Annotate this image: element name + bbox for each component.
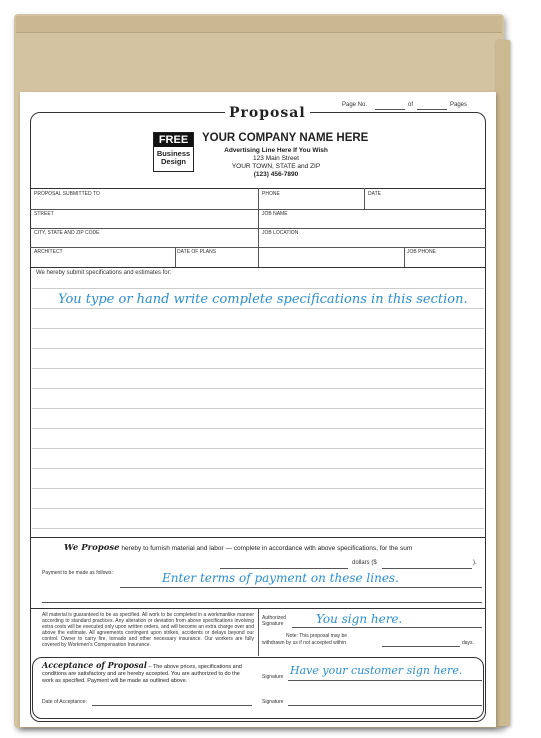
acceptance-signature-label: Signature: [262, 674, 284, 680]
acceptance-signature-line[interactable]: [288, 680, 482, 681]
payment-handwriting: Enter terms of payment on these lines.: [162, 571, 399, 585]
amount-line[interactable]: [382, 568, 472, 569]
submitted-to-field[interactable]: PROPOSAL SUBMITTED TO: [34, 191, 100, 197]
job-phone-field[interactable]: JOB PHONE: [407, 249, 436, 255]
page-no-label: Page No.: [342, 102, 368, 108]
dollars-end: ).: [473, 560, 477, 566]
free-logo: FREE Business Design: [153, 132, 194, 172]
payment-label: Payment to be made as follows:: [42, 570, 113, 576]
grid-line: [364, 188, 365, 209]
page-count-line[interactable]: [417, 109, 447, 110]
form-sheet: [20, 92, 496, 727]
dollars-label: dollars ($: [352, 560, 377, 566]
acceptance-signature2-label: Signature: [262, 699, 284, 705]
job-location-field[interactable]: JOB LOCATION: [262, 230, 299, 236]
payment-line-1[interactable]: [120, 587, 482, 588]
grid-line: [258, 188, 259, 267]
tagline: Advertising Line Here If You Wish: [224, 147, 328, 154]
sign-here-handwriting: You sign here.: [316, 612, 403, 626]
date-of-acceptance-line[interactable]: [92, 705, 252, 706]
phone-field[interactable]: PHONE: [262, 191, 280, 197]
proposal-text: We Propose hereby to furnish material and labor — complete in accordance with above specifications, for the sum: [64, 543, 413, 553]
acceptance-text: Acceptance of Proposal – The above prices, specifications and conditions are satisfactory and are hereby accepted. You are authorized to do the work as specified. Payment will be made as outlined above.: [42, 660, 242, 684]
company-street: 123 Main Street: [253, 155, 299, 162]
dollars-line[interactable]: [220, 568, 348, 569]
job-name-field[interactable]: JOB NAME: [262, 211, 288, 217]
street-field[interactable]: STREET: [34, 211, 54, 217]
section-divider: [30, 537, 486, 538]
date-of-plans-field[interactable]: DATE OF PLANS: [177, 249, 217, 255]
company-name: YOUR COMPANY NAME HERE: [202, 132, 369, 144]
company-city: YOUR TOWN, STATE and ZIP: [231, 163, 321, 170]
date-of-acceptance-label: Date of Acceptance:: [42, 699, 87, 705]
architect-field[interactable]: ARCHITECT: [34, 249, 63, 255]
withdrawn-text: withdrawn by us if not accepted within: [262, 640, 346, 646]
pad-stack-edge: [496, 40, 510, 726]
days-label: days.: [462, 640, 474, 646]
grid-line: [30, 267, 486, 268]
terms-divider: [258, 608, 259, 656]
form-title: Proposal: [225, 105, 310, 121]
specs-label: We hereby submit specifications and estimates for:: [36, 270, 172, 276]
note-text: Note: This proposal may be: [286, 633, 348, 639]
page-no-line[interactable]: [375, 109, 405, 110]
terms-text: All material is guaranteed to be as specified. All work to be completed in a workmanlike manner according to standard practices. Any alteration or deviation from above specifications involving extra costs will be executed only upon written orders, and will become an extra charge over and above the estimate. All agreements contingent upon strikes, accidents or delays beyond our control. Owner to carry fire, tornado and other necessary insurance. Our workers are fully covered by Workmen's Compensation Insurance.: [42, 612, 254, 648]
customer-sign-handwriting: Have your customer sign here.: [290, 664, 463, 677]
authorized-label: Authorized: [262, 615, 286, 621]
city-field[interactable]: CITY, STATE AND ZIP CODE: [34, 230, 100, 236]
specs-handwriting: You type or hand write complete specifications in this section.: [58, 292, 468, 307]
authorized-signature-line[interactable]: [292, 627, 482, 628]
acceptance-signature2-line[interactable]: [288, 705, 482, 706]
authorized-signature-label: Signature: [262, 621, 284, 627]
pages-label: Pages: [450, 102, 468, 108]
grid-line: [404, 247, 405, 267]
grid-line: [175, 247, 176, 267]
of-label: of: [408, 102, 414, 108]
days-line[interactable]: [382, 646, 460, 647]
pad-binding: [16, 16, 502, 33]
company-phone: (123) 456-7890: [253, 171, 299, 178]
payment-line-2[interactable]: [42, 602, 482, 603]
date-field[interactable]: DATE: [368, 191, 381, 197]
